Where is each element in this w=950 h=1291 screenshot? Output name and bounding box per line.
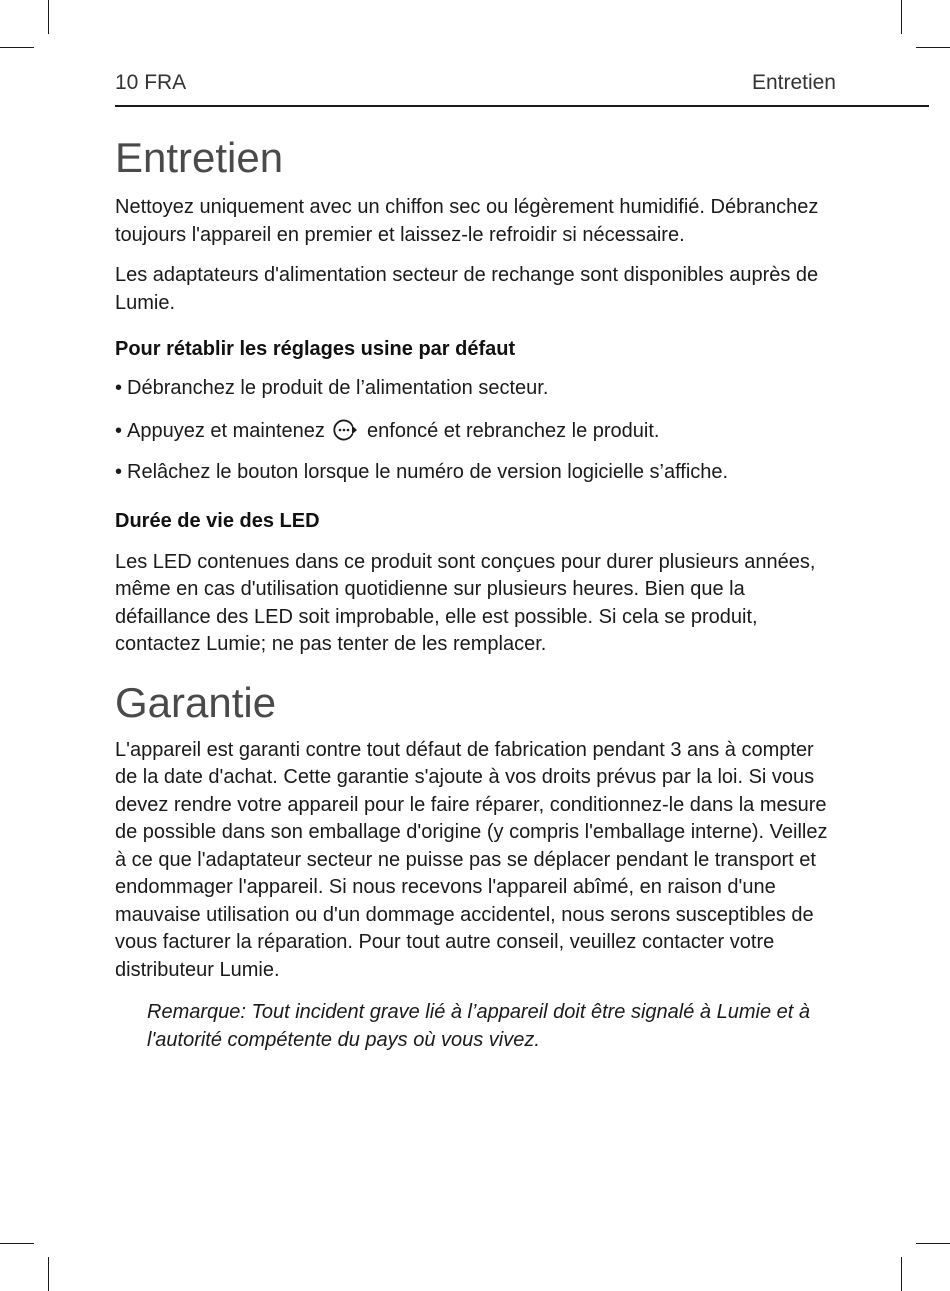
reset-step-1 <box>115 375 840 403</box>
page-content <box>115 132 840 1054</box>
bullet-dot: • <box>115 377 123 399</box>
page-number-label: 10 FRA <box>115 71 187 94</box>
entretien-paragraph-2: Les adaptateurs d'alimentation secteur de rechange sont disponibles auprès de Lumie. <box>115 264 819 314</box>
bullet-dot: • <box>115 461 123 483</box>
crop-mark-bottom-right-vertical <box>901 1257 902 1291</box>
crop-mark-bottom-left-vertical <box>48 1257 49 1291</box>
crop-mark-bottom-right-horizontal <box>916 1243 950 1244</box>
crop-mark-top-right-vertical <box>901 0 902 34</box>
reset-step-3-text: Relâchez le bouton lorsque le numéro de version logicielle s’affiche. <box>127 461 729 483</box>
reset-heading: Pour rétablir les réglages usine par défaut <box>115 338 516 360</box>
reset-step-2 <box>115 418 840 446</box>
header-rule <box>115 105 929 107</box>
reset-step-2-text-after: enfoncé et rebranchez le produit. <box>367 419 660 442</box>
entretien-title: Entretien <box>115 134 284 181</box>
running-header <box>115 70 836 96</box>
reset-step-3 <box>115 459 840 487</box>
led-paragraph: Les LED contenues dans ce produit sont conçues pour durer plusieurs années, même en cas d'utilisation quotidienne sur plusieurs heures. Bien que la défaillance des LED soit improbable, elle est possible. Si cela se produit, contactez Lumie; ne pas tenter de les remplacer. <box>115 550 816 655</box>
reset-steps-list <box>115 375 840 487</box>
section-label: Entretien <box>751 71 836 94</box>
crop-mark-top-left-vertical <box>48 0 49 34</box>
crop-mark-top-left-horizontal <box>0 47 34 48</box>
reset-step-1-text: Débranchez le produit de l’alimentation secteur. <box>127 377 549 399</box>
reset-step-2-text-before: Appuyez et maintenez <box>127 419 325 442</box>
crop-mark-bottom-left-horizontal <box>0 1243 34 1244</box>
bullet-dot: • <box>115 419 123 442</box>
led-heading: Durée de vie des LED <box>115 509 320 532</box>
crop-mark-top-right-horizontal <box>916 47 950 48</box>
garantie-title: Garantie <box>115 678 277 726</box>
garantie-paragraph: L'appareil est garanti contre tout défaut de fabrication pendant 3 ans à compter de la date d'achat. Cette garantie s'ajoute à vos droits prévus par la loi. Si vous devez rendre votre appareil pour le faire réparer, conditionnez-le dans la mesure de possible dans son emballage d'origine (y compris l'emballage interne). Veillez à ce que l'adaptateur secteur ne puisse pas se déplacer pendant le transport et endommager l'appareil. Si nous recevons l'appareil abîmé, en raison d'une mauvaise utilisation ou d'un dommage accidentel, nous serons susceptibles de vous facturer la réparation. Pour tout autre conseil, veuillez contacter votre distributeur Lumie. <box>115 738 828 981</box>
garantie-note: Remarque: Tout incident grave lié à l’appareil doit être signalé à Lumie et à l'autorité compétente du pays où vous vivez. <box>147 1001 810 1051</box>
entretien-paragraph-1: Nettoyez uniquement avec un chiffon sec ou légèrement humidifié. Débranchez toujours l'appareil en premier et laissez-le refroidir si nécessaire. <box>115 196 819 246</box>
menu-dots-button-icon <box>332 418 358 442</box>
